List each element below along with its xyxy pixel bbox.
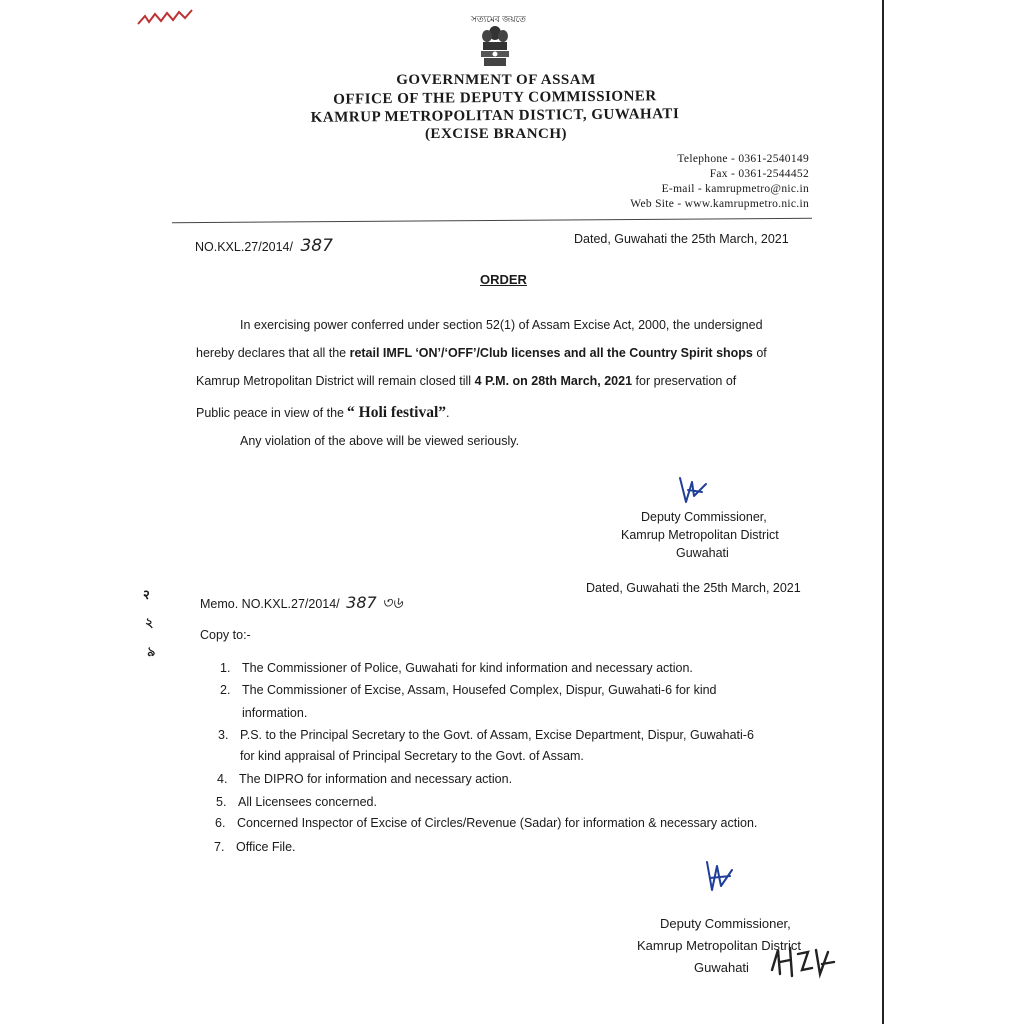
copy-list-item — [218, 728, 754, 742]
copy-list-item — [215, 816, 757, 830]
header-divider — [172, 218, 812, 223]
order-paragraph-line-1: In exercising power conferred under section 52(1) of Assam Excise Act, 2000, the undersigned — [240, 318, 763, 332]
signatory-1-title: Deputy Commissioner, — [641, 510, 767, 524]
list-text: All Licensees concerned. — [238, 795, 377, 809]
signatory-2-city: Guwahati — [694, 960, 749, 975]
copy-list-item-continued: information. — [242, 706, 308, 720]
list-number: 6. — [215, 816, 226, 830]
text-segment: of — [752, 346, 767, 360]
list-text: The DIPRO for information and necessary action. — [239, 772, 513, 786]
copy-list-item — [220, 683, 717, 697]
memo-number-prefix: Memo. NO.KXL.27/2014/ — [200, 597, 340, 611]
contact-website: Web Site - www.kamrupmetro.nic.in — [630, 198, 809, 210]
bold-segment-festival: “ Holi festival” — [347, 404, 447, 421]
contact-email: E-mail - kamrupmetro@nic.in — [661, 183, 809, 195]
corner-scribble — [135, 6, 195, 28]
text-segment: hereby declares that all the — [196, 346, 350, 360]
text-segment: Public peace in view of the — [196, 406, 345, 420]
list-number: 1. — [220, 661, 231, 675]
order-number-handwritten: 387 — [300, 236, 333, 256]
list-text: The Commissioner of Police, Guwahati for kind information and necessary action. — [242, 661, 693, 675]
emblem-caption: সত্যমেব জয়তে — [471, 14, 526, 24]
signatory-2-title: Deputy Commissioner, — [660, 916, 791, 931]
signature-2 — [702, 856, 738, 896]
order-paragraph-line-3 — [196, 374, 736, 388]
list-text: P.S. to the Principal Secretary to the Govt. of Assam, Excise Department, Dispur, Guwahati-6 — [240, 728, 754, 742]
list-number: 7. — [214, 840, 225, 854]
list-text: The Commissioner of Excise, Assam, Housefed Complex, Dispur, Guwahati-6 for kind — [242, 683, 717, 697]
copy-list-item-continued: for kind appraisal of Principal Secretary to the Govt. of Assam. — [240, 749, 584, 763]
list-number: 4. — [217, 772, 228, 786]
copy-list-item — [216, 795, 377, 809]
copy-list-item — [217, 772, 512, 786]
copy-list-item — [220, 661, 693, 675]
list-text: Office File. — [236, 840, 296, 854]
copy-list-item — [214, 840, 296, 854]
order-number — [195, 236, 333, 256]
copy-to-label: Copy to:- — [200, 628, 251, 642]
order-paragraph-line-4 — [196, 404, 450, 422]
list-number: 2. — [220, 683, 231, 697]
signatory-1-city: Guwahati — [676, 546, 729, 560]
contact-telephone: Telephone - 0361-2540149 — [677, 153, 809, 165]
margin-mark-3: ৯ — [147, 644, 156, 659]
text-segment: . — [446, 406, 450, 420]
memo-number-handwritten: 387 ৩৬ — [346, 593, 403, 612]
memo-date: Dated, Guwahati the 25th March, 2021 — [586, 581, 801, 595]
order-title: ORDER — [480, 272, 527, 287]
text-segment: for preservation of — [632, 374, 737, 388]
memo-number — [200, 590, 403, 617]
national-emblem-icon — [478, 24, 512, 68]
order-number-prefix: NO.KXL.27/2014/ — [195, 240, 293, 254]
bold-segment-licenses: retail IMFL ‘ON’/‘OFF’/Club licenses and all the Country Spirit shops — [349, 346, 753, 360]
list-number: 5. — [216, 795, 227, 809]
header-office: OFFICE OF THE DEPUTY COMMISSIONER — [333, 88, 657, 108]
header-district: KAMRUP METROPOLITAN DISTICT, GUWAHATI — [310, 106, 680, 126]
initials-scribble — [768, 940, 838, 986]
signature-1 — [676, 472, 710, 508]
order-paragraph-line-2 — [196, 346, 767, 360]
order-paragraph-violation: Any violation of the above will be viewed seriously. — [240, 434, 520, 448]
header-government: GOVERNMENT OF ASSAM — [396, 72, 596, 88]
signatory-1-district: Kamrup Metropolitan District — [621, 528, 779, 542]
contact-fax: Fax - 0361-2544452 — [709, 168, 809, 180]
list-number: 3. — [218, 728, 229, 742]
signatory-2-district: Kamrup Metropolitan District — [637, 938, 801, 953]
margin-mark-1: २ — [143, 587, 150, 602]
text-segment: Kamrup Metropolitan District will remain closed till — [196, 374, 475, 388]
order-date: Dated, Guwahati the 25th March, 2021 — [574, 232, 789, 246]
margin-mark-2: ২ — [145, 615, 154, 630]
bold-segment-closing-time: 4 P.M. on 28th March, 2021 — [474, 374, 633, 388]
list-text: Concerned Inspector of Excise of Circles/Revenue (Sadar) for information & necessary action. — [237, 816, 758, 830]
header-branch: (EXCISE BRANCH) — [424, 126, 568, 142]
page-edge-line — [882, 0, 884, 1024]
